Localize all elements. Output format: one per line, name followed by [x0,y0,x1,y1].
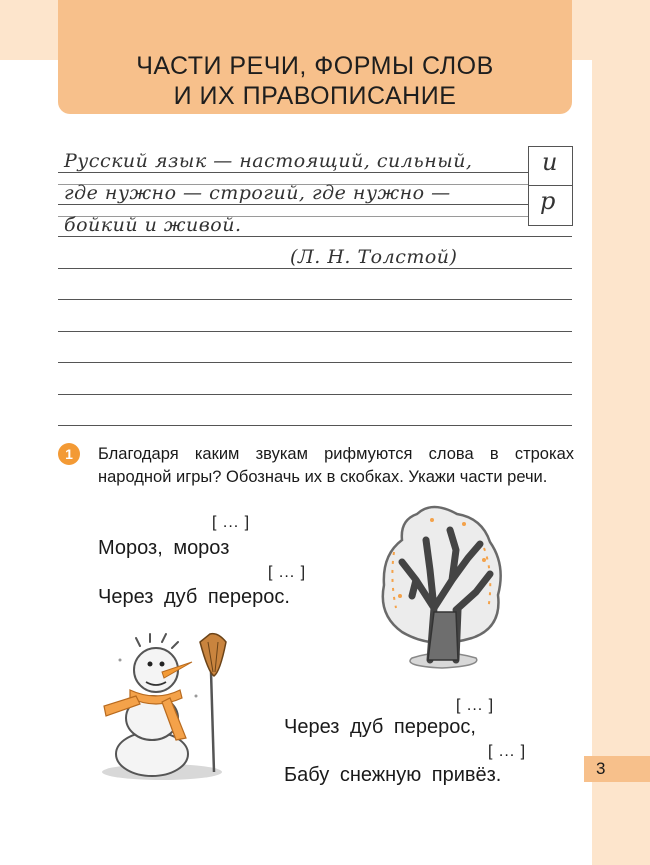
writing-line [58,394,572,395]
writing-line [58,425,572,426]
task-instruction: Благодаря каким звукам рифмуются слова в строках народной игры? Обозначь их в скобках. Укажи части речи. [98,445,574,486]
answer-bracket: [ ... ] [456,697,495,714]
answer-bracket: [ ... ] [268,564,307,581]
writing-line [58,172,528,173]
writing-line [58,268,572,269]
poem-line-4: Бабу снежную привёз. [284,764,502,786]
copywork-line-3: бойкий и живой. [64,214,242,236]
page-title [58,51,572,111]
copywork-author: (Л. Н. Толстой) [290,246,458,268]
poem-line-1: Мороз, мороз [98,537,230,559]
writing-line [58,299,572,300]
writing-line [58,236,572,237]
page-number: 3 [584,756,650,782]
answer-bracket: [ ... ] [212,514,251,531]
margin-letter-2: р [540,187,556,215]
copywork-line-2: где нужно — строгий, где нужно — [64,182,451,204]
snowman-illustration [100,632,240,782]
page-title-line-1: ЧАСТИ РЕЧИ, ФОРМЫ СЛОВ [136,52,494,80]
task-number-badge: 1 [58,443,80,465]
copywork-line-1: Русский язык — настоящий, сильный, [64,150,473,172]
poem-line-2: Через дуб перерос. [98,586,290,608]
writing-line [58,204,528,205]
poem-line-3: Через дуб перерос, [284,716,476,738]
tree-illustration [372,500,512,670]
writing-line [58,331,572,332]
page-title-line-2: И ИХ ПРАВОПИСАНИЕ [173,82,457,110]
margin-letter-1: и [542,148,558,176]
writing-line [58,362,572,363]
answer-bracket: [ ... ] [488,743,527,760]
